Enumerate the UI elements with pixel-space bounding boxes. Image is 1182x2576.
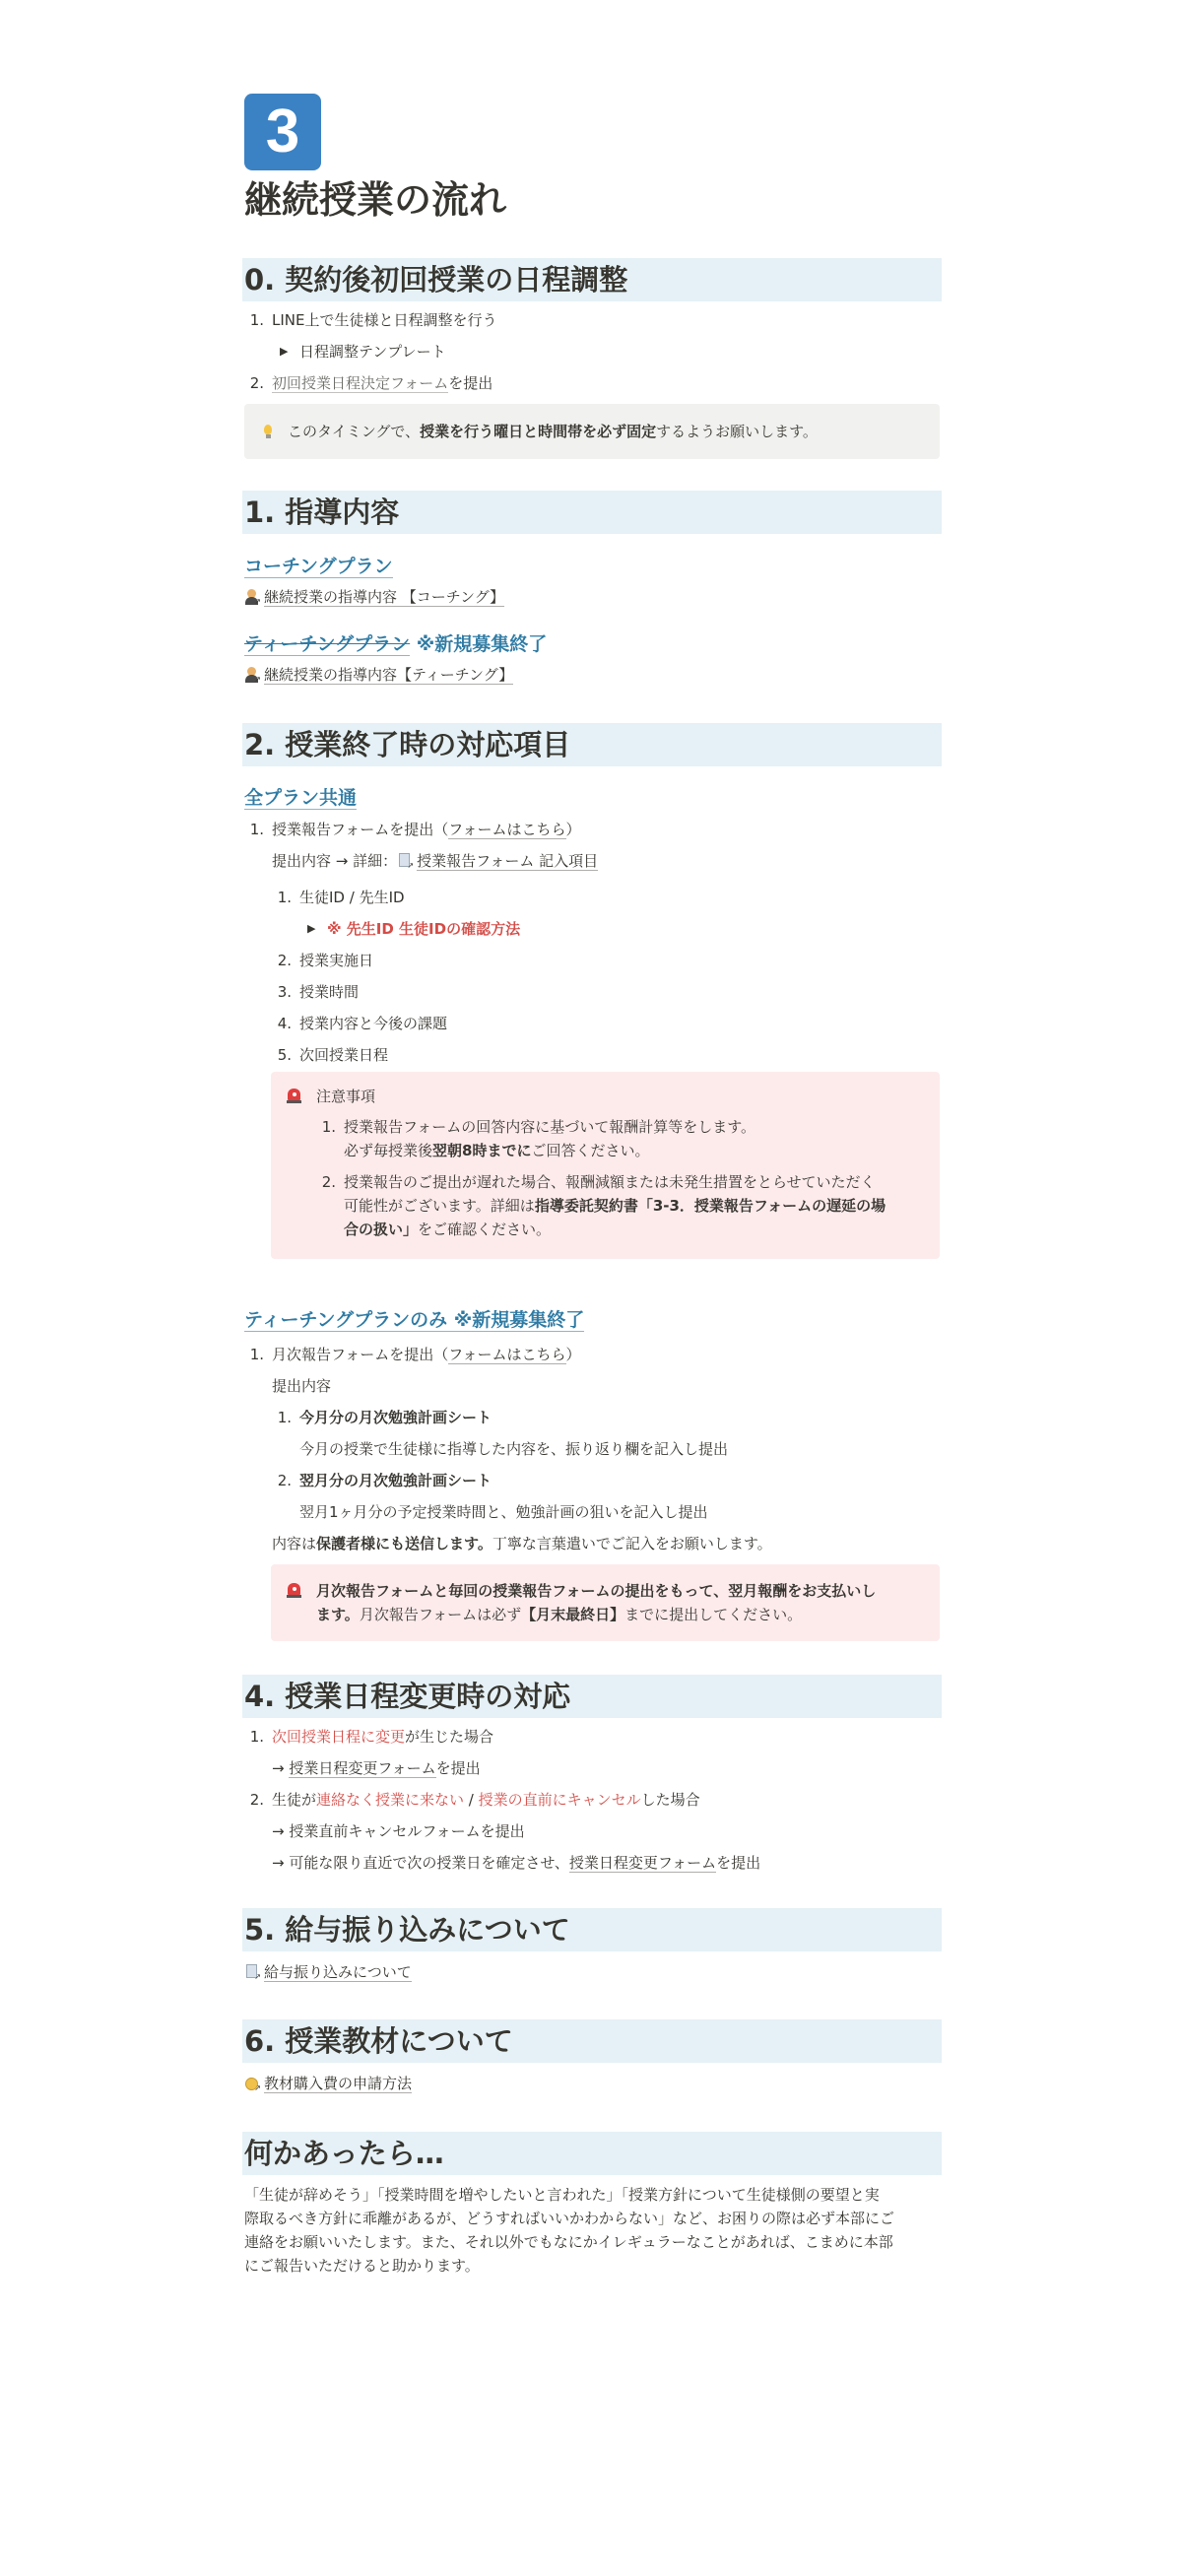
list-number: 2. xyxy=(321,1173,336,1191)
list-number: 3. xyxy=(277,983,292,1001)
list-item: 次回授業日程 xyxy=(299,1046,389,1064)
list-number: 2. xyxy=(277,1472,292,1489)
notice-2-line-a: 授業報告のご提出が遅れた場合、報酬減額または未発生措置をとらせていただく xyxy=(344,1173,876,1191)
arrow-line: → 授業日程変更フォームを提出 xyxy=(272,1759,481,1777)
arrow-line: → 可能な限り直近で次の授業日を確定させ、授業日程変更フォームを提出 xyxy=(272,1854,761,1872)
arrow-line: → 授業直前キャンセルフォームを提出 xyxy=(272,1822,525,1840)
list-item: LINE上で生徒様と日程調整を行う xyxy=(272,311,497,329)
siren-icon xyxy=(287,1088,302,1103)
coaching-plan-heading: コーチングプラン xyxy=(244,556,393,577)
list-item: 授業時間 xyxy=(299,983,360,1001)
list-item: 初回授業日程決定フォームを提出 xyxy=(272,374,493,392)
section-1-heading: 1. 指導内容 xyxy=(242,491,942,534)
salary-link[interactable]: ↗ 給与振り込みについて xyxy=(244,1961,412,1983)
toggle-id-method[interactable]: ※ 先生ID 生徒IDの確認方法 xyxy=(327,920,521,938)
first-lesson-form-link[interactable]: 初回授業日程決定フォーム xyxy=(272,374,449,392)
contact-paragraph: 「生徒が辞めそう」「授業時間を増やしたいと言われた」「授業方針について生徒様側の要望と実 際取るべき方針に乖離があるが、どうすればいいかわからない」など、お困りの際は必ず本部にご 連絡をお願いいたします。また、それ以外でもなにかイレギュラーなことがあれば、こまめに本部 にご報告いただけると助かります。 xyxy=(244,2186,895,2275)
toggle-arrow-icon[interactable]: ▶ xyxy=(307,922,316,935)
notice-title: 注意事項 xyxy=(316,1088,376,1105)
list-item: 生徒ID / 先生ID xyxy=(299,889,405,906)
report-form-link[interactable]: フォームはこちら xyxy=(448,821,566,838)
monthly-form-link[interactable]: フォームはこちら xyxy=(448,1346,566,1363)
alert-line-2: ます。月次報告フォームは必ず【月末最終日】までに提出してください。 xyxy=(316,1606,803,1623)
teaching-only-heading: ティーチングプランのみ ※新規募集終了 xyxy=(244,1309,585,1331)
list-number: 1. xyxy=(249,821,264,838)
section-0-heading: 0. 契約後初回授業の日程調整 xyxy=(242,258,942,301)
list-item: 授業実施日 xyxy=(299,952,374,969)
siren-icon xyxy=(287,1582,302,1598)
toggle-arrow-icon[interactable]: ▶ xyxy=(280,345,289,358)
guardian-note: 内容は保護者様にも送信します。丁寧な言葉遣いでご記入をお願いします。 xyxy=(272,1535,772,1552)
alert-line-1: 月次報告フォームと毎回の授業報告フォームの提出をもって、翌月報酬をお支払いし xyxy=(316,1582,877,1600)
report-items-link[interactable]: 授業報告フォーム 記入項目 xyxy=(417,852,599,870)
document-icon: ↗ xyxy=(397,853,413,869)
list-number: 2. xyxy=(277,952,292,969)
schedule-change-form-link[interactable]: 授業日程変更フォーム xyxy=(568,1854,717,1872)
list-number: 1. xyxy=(277,1409,292,1426)
callout-text: このタイミングで、授業を行う曜日と時間帯を必ず固定するようお願いします。 xyxy=(288,423,818,440)
document-icon: ↗ xyxy=(244,1964,260,1980)
notice-1-line-b: 必ず毎授業後翌朝8時までにご回答ください。 xyxy=(344,1142,650,1159)
section-2-heading: 2. 授業終了時の対応項目 xyxy=(242,723,942,766)
list-item: 次回授業日程に変更が生じた場合 xyxy=(272,1728,494,1746)
person-icon: ↗ xyxy=(244,589,260,605)
lightbulb-icon xyxy=(260,424,276,439)
notice-2-line-c: 合の扱い」をご確認ください。 xyxy=(344,1221,552,1238)
toggle-template[interactable]: 日程調整テンプレート xyxy=(299,343,446,361)
list-item-desc: 翌月1ヶ月分の予定授業時間と、勉強計画の狙いを記入し提出 xyxy=(299,1503,708,1521)
section-4-heading: 4. 授業日程変更時の対応 xyxy=(242,1675,942,1718)
content-detail-line: 提出内容 → 詳細： ↗ 授業報告フォーム 記入項目 xyxy=(272,852,599,870)
payment-alert-callout xyxy=(271,1564,940,1641)
list-item: 月次報告フォームを提出（フォームはこちら） xyxy=(272,1346,581,1363)
teaching-content-link[interactable]: ↗ 継続授業の指導内容【ティーチング】 xyxy=(244,664,513,686)
teaching-plan-heading: ティーチングプラン ※新規募集終了 xyxy=(244,633,548,655)
contact-heading: 何かあったら… xyxy=(242,2132,942,2175)
list-item: 生徒が連絡なく授業に来ない / 授業の直前にキャンセルした場合 xyxy=(272,1791,700,1809)
list-number: 5. xyxy=(277,1046,292,1064)
notice-2-line-b: 可能性がございます。詳細は指導委託契約書「3-3．授業報告フォームの遅延の場 xyxy=(344,1197,886,1215)
list-item-desc: 今月の授業で生徒様に指導した内容を、振り返り欄を記入し提出 xyxy=(299,1440,729,1458)
list-number: 1. xyxy=(321,1118,336,1136)
info-callout xyxy=(244,404,940,459)
schedule-change-form-link[interactable]: 授業日程変更フォーム xyxy=(289,1759,436,1777)
list-number: 1. xyxy=(249,1728,264,1746)
all-plans-heading: 全プラン共通 xyxy=(244,787,358,809)
person-icon: ↗ xyxy=(244,667,260,683)
page-number-icon: 3 xyxy=(244,94,321,170)
list-number: 1. xyxy=(277,889,292,906)
notice-callout xyxy=(271,1072,940,1259)
list-item: 翌月分の月次勉強計画シート xyxy=(299,1472,492,1489)
list-number: 2. xyxy=(249,1791,264,1809)
section-6-heading: 6. 授業教材について xyxy=(242,2019,942,2063)
list-number: 1. xyxy=(249,1346,264,1363)
notice-1-line-a: 授業報告フォームの回答内容に基づいて報酬計算等をします。 xyxy=(344,1118,756,1136)
page-title: 継続授業の流れ xyxy=(244,178,507,222)
section-5-heading: 5. 給与振り込みについて xyxy=(242,1908,942,1951)
list-number: 2. xyxy=(249,374,264,392)
list-item: 今月分の月次勉強計画シート xyxy=(299,1409,492,1426)
list-item: 授業内容と今後の課題 xyxy=(299,1015,448,1032)
list-item: 授業報告フォームを提出（フォームはこちら） xyxy=(272,821,581,838)
list-number: 1. xyxy=(249,311,264,329)
materials-link[interactable]: ↗ 教材購入費の申請方法 xyxy=(244,2073,412,2094)
coin-icon: ↗ xyxy=(244,2076,260,2091)
coaching-content-link[interactable]: ↗ 継続授業の指導内容 【コーチング】 xyxy=(244,586,504,608)
content-label: 提出内容 xyxy=(272,1377,332,1395)
list-number: 4. xyxy=(277,1015,292,1032)
